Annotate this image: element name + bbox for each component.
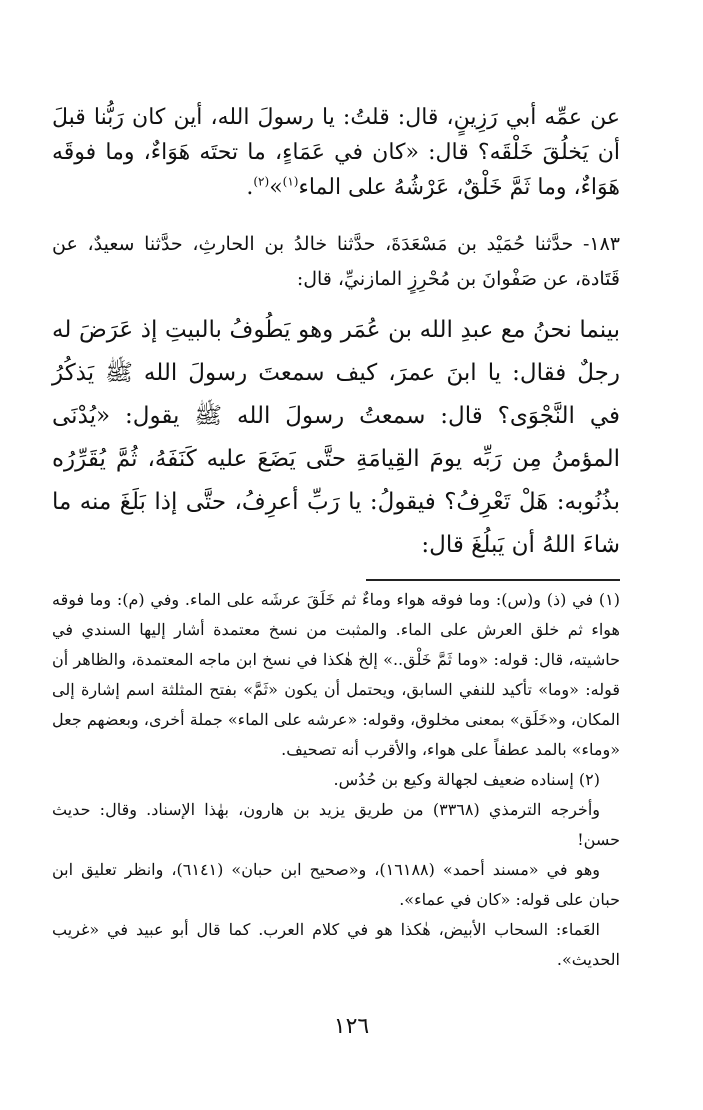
footnote-2-amaa: العَماء: السحاب الأبيض، هٰكذا هو في كلام العرب. كما قال أبو عبيد في «غريب الحديث». — [52, 920, 620, 969]
page-body — [52, 100, 620, 975]
footnote-2: (٢) إسناده ضعيف لجهالة وكيع بن حُدُس. — [333, 770, 600, 789]
para1-period: . — [246, 175, 254, 200]
footnote-2-musnad: وهو في «مسند أحمد» (١٦١٨٨)، و«صحيح ابن حبان» (٦١٤١)، وانظر تعليق ابن حبان على قوله: «كان في عماء». — [52, 860, 620, 909]
footnote-ref-1[interactable]: (١) — [282, 174, 299, 189]
hadith-183-text: بينما نحنُ مع عبدِ الله بن عُمَر وهو يَطُوفُ بالبيتِ إذ عَرَضَ له رجلٌ فقال: يا ابنَ عمرَ، كيف سمعتَ رسولَ الله ﷺ يَذكُرُ في النَّجْوَى؟ قال: سمعتُ رسولَ الله ﷺ يقول: «يُدْنَى المؤمنُ مِن رَبِّه يومَ القِيامَةِ حتَّى يَضَعَ عليه كَنَفَهُ، ثُمَّ يُقَرِّرُه بذُنُوبه: هَلْ تَعْرِفُ؟ فيقولُ: يا رَبِّ أعرِفُ، حتَّى إذا بَلَغَ منه ما شاءَ اللهُ أن يَبلُغَ قال: — [52, 317, 620, 558]
hadith-text-continuation — [52, 100, 620, 205]
footnote-2-tirmidhi: وأخرجه الترمذي (٣٣٦٨) من طريق يزيد بن هارون، بهٰذا الإسناد. وقال: حديث حسن! — [52, 800, 620, 849]
footnote-1: (١) في (ذ) و(س): وما فوقه هواء وماءٌ ثم خَلَقَ عرشَه على الماء. وفي (م): وما فوقه هواء ثم خلق العرش على الماء. والمثبت من نسخ معتمدة أشار إليها السندي في حاشيته، قال: قوله: «وما ثَمَّ خَلْق..» إلخ هٰكذا في نسخ ابن ماجه المعتمدة، والظاهر أن قوله: «وما» تأكيد للنفي السابق، ويحتمل أن يكون «ثَمَّ» بفتح المثلثة اسم إشارة إلى المكان، و«خَلَق» بمعنى مخلوق، وقوله: «عرشه على الماء» جملة أخرى، وبعضهم جعل «وماء» بالمد عطفاً على هواء، والأقرب أنه تصحيف. — [52, 590, 620, 759]
footnote-separator — [366, 579, 620, 581]
isnad-183: ١٨٣- حدَّثنا حُمَيْد بن مَسْعَدَةَ، حدَّثنا خالدُ بن الحارثِ، حدَّثنا سعيدٌ، عن قَتَادة، عن صَفْوانَ بن مُحْرِزٍ المازنيِّ، قال: — [52, 233, 620, 290]
footnote-ref-2[interactable]: (٢) — [253, 174, 270, 189]
para1-close-quote: » — [269, 175, 283, 200]
para1-text: عن عمِّه أبي رَزِينٍ، قال: قلتُ: يا رسولَ الله، أين كان رَبُّنا قبلَ أن يَخلُقَ خَلْقَه؟ قال: «كان في عَمَاءٍ، ما تحتَه هَوَاءٌ، وما فوقَه هَوَاءٌ، وما ثَمَّ خَلْقٌ، عَرْشُهُ على الماء — [52, 105, 620, 200]
page-number: ١٢٦ — [333, 1014, 370, 1039]
